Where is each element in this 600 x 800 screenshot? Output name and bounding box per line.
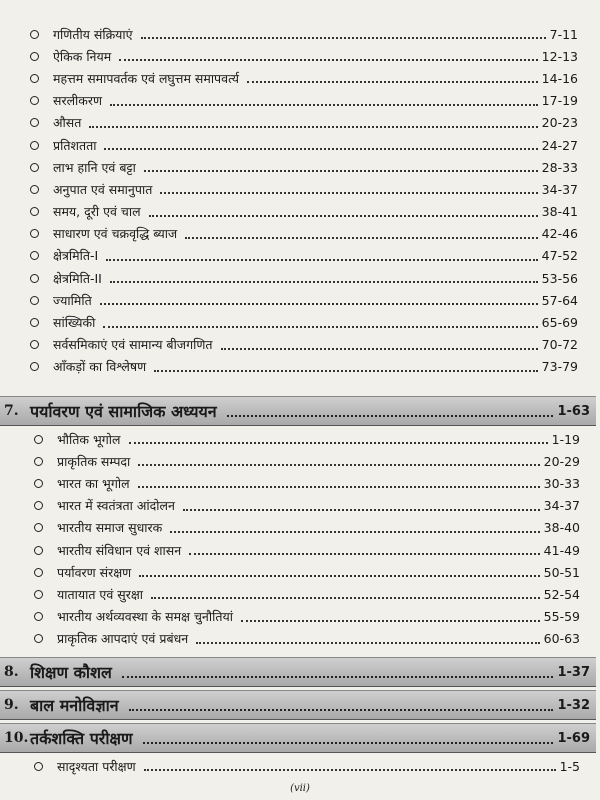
dot-leader [189, 553, 540, 555]
circle-bullet-icon [30, 362, 39, 371]
toc-entry [30, 112, 578, 134]
toc-entry-pages: 1-5 [559, 758, 580, 774]
toc-entry-title: भारतीय संविधान एवं शासन [57, 542, 182, 558]
dot-leader [154, 370, 538, 372]
circle-bullet-icon [30, 141, 39, 150]
section-pages: 1-37 [557, 664, 590, 680]
toc-entry-title: भारत का भूगोल [57, 475, 130, 491]
toc-entry [30, 267, 578, 289]
section-number: 9. [4, 697, 19, 713]
circle-bullet-icon [30, 296, 39, 305]
toc-entry-title: क्षेत्रमिति-II [53, 270, 102, 286]
toc-entry [30, 90, 578, 112]
circle-bullet-icon [30, 30, 39, 39]
toc-entry-title: ऐकिक नियम [53, 48, 112, 64]
toc-entry-pages: 57-64 [541, 292, 578, 308]
toc-entry [34, 517, 580, 539]
dot-leader [104, 148, 537, 150]
toc-entry-title: समय, दूरी एवं चाल [53, 204, 141, 220]
toc-entry [34, 428, 580, 450]
section-7-header [0, 396, 596, 426]
toc-entry [34, 628, 580, 650]
toc-entry-title: अनुपात एवं समानुपात [53, 181, 153, 197]
toc-entry-pages: 17-19 [541, 93, 578, 109]
section-number: 8. [4, 664, 19, 680]
toc-entry-pages: 65-69 [541, 315, 578, 331]
toc-entry [30, 156, 578, 178]
section-title: तर्कशक्ति परीक्षण [30, 729, 133, 748]
toc-entry [30, 67, 578, 89]
toc-entry-pages: 42-46 [541, 226, 578, 242]
dot-leader [185, 237, 537, 239]
dot-leader [89, 126, 537, 128]
section-number: 10. [4, 730, 29, 746]
dot-leader [138, 464, 539, 466]
toc-entry [30, 223, 578, 245]
circle-bullet-icon [30, 52, 39, 61]
toc-entry-title: पर्यावरण संरक्षण [57, 564, 132, 580]
toc-entry-title: सांख्यिकी [53, 315, 96, 331]
toc-entry [30, 178, 578, 200]
toc-entry [34, 495, 580, 517]
toc-entry [30, 289, 578, 311]
circle-bullet-icon [34, 590, 43, 599]
circle-bullet-icon [30, 340, 39, 349]
toc-entry [30, 334, 578, 356]
dot-leader [183, 509, 540, 511]
toc-entry [34, 583, 580, 605]
toc-entry-pages: 14-16 [541, 70, 578, 86]
circle-bullet-icon [34, 457, 43, 466]
dot-leader [103, 326, 537, 328]
toc-entry-pages: 1-19 [551, 431, 580, 447]
dot-leader [139, 575, 539, 577]
circle-bullet-icon [34, 634, 43, 643]
toc-entry [34, 606, 580, 628]
circle-bullet-icon [34, 568, 43, 577]
toc-entry-title: सरलीकरण [53, 93, 103, 109]
circle-bullet-icon [30, 207, 39, 216]
circle-bullet-icon [34, 435, 43, 444]
section-title: बाल मनोविज्ञान [30, 696, 119, 715]
dot-leader [221, 348, 538, 350]
toc-entry-pages: 55-59 [543, 609, 580, 625]
toc-entry-title: ज्यामिति [53, 292, 92, 308]
toc-entry-pages: 30-33 [543, 475, 580, 491]
toc-entry-title: भारतीय समाज सुधारक [57, 520, 163, 536]
circle-bullet-icon [34, 479, 43, 488]
toc-list-environment [0, 428, 600, 650]
toc-entry [34, 472, 580, 494]
dot-leader [144, 170, 538, 172]
toc-entry-title: प्राकृतिक आपदाएं एवं प्रबंधन [57, 631, 189, 647]
section-pages: 1-69 [557, 730, 590, 746]
toc-entry-pages: 60-63 [543, 631, 580, 647]
toc-entry [30, 245, 578, 267]
toc-entry [30, 45, 578, 67]
section-title: शिक्षण कौशल [30, 663, 112, 682]
circle-bullet-icon [34, 546, 43, 555]
toc-list-mathematics [0, 23, 600, 378]
toc-entry-pages: 41-49 [543, 542, 580, 558]
dot-leader [110, 104, 538, 106]
circle-bullet-icon [30, 118, 39, 127]
toc-entry-pages: 12-13 [541, 48, 578, 64]
dot-leader [247, 81, 538, 83]
dot-leader [129, 442, 548, 444]
dot-leader [119, 59, 537, 61]
toc-entry-pages: 52-54 [543, 586, 580, 602]
dot-leader [100, 303, 538, 305]
toc-entry-title: सर्वसमिकाएं एवं सामान्य बीजगणित [53, 337, 213, 353]
toc-entry-title: गणितीय संक्रियाएं [53, 26, 133, 42]
toc-entry-pages: 73-79 [541, 359, 578, 375]
circle-bullet-icon [34, 523, 43, 532]
toc-entry-title: औसत [53, 115, 82, 131]
toc-entry-pages: 28-33 [541, 159, 578, 175]
dot-leader [160, 192, 537, 194]
toc-entry [34, 755, 580, 777]
toc-entry-title: साधारण एवं चक्रवृद्धि ब्याज [53, 226, 178, 242]
dot-leader [106, 259, 538, 261]
toc-entry-title: भारतीय अर्थव्यवस्था के समक्ष चुनौतियां [57, 609, 233, 625]
toc-entry [30, 356, 578, 378]
section-pages: 1-63 [557, 403, 590, 419]
toc-entry-pages: 20-23 [541, 115, 578, 131]
circle-bullet-icon [30, 96, 39, 105]
toc-entry-title: सादृश्यता परीक्षण [57, 758, 136, 774]
toc-entry [34, 450, 580, 472]
toc-entry [34, 561, 580, 583]
toc-entry-title: महत्तम समापवर्तक एवं लघुत्तम समापवर्त्य [53, 70, 239, 86]
toc-entry-pages: 50-51 [543, 564, 580, 580]
dot-leader [122, 676, 554, 678]
dot-leader [141, 37, 546, 39]
circle-bullet-icon [34, 612, 43, 621]
toc-list-reasoning [0, 755, 600, 777]
circle-bullet-icon [30, 74, 39, 83]
toc-entry-pages: 38-41 [541, 204, 578, 220]
dot-leader [241, 620, 540, 622]
circle-bullet-icon [30, 185, 39, 194]
dot-leader [170, 531, 539, 533]
dot-leader [149, 215, 538, 217]
toc-entry-title: भारत में स्वतंत्रता आंदोलन [57, 498, 175, 514]
circle-bullet-icon [34, 762, 43, 771]
section-10-header [0, 723, 596, 753]
toc-entry-pages: 47-52 [541, 248, 578, 264]
toc-entry [34, 539, 580, 561]
section-9-header [0, 690, 596, 720]
toc-entry-title: प्राकृतिक सम्पदा [57, 453, 131, 469]
dot-leader [151, 597, 540, 599]
toc-entry-pages: 34-37 [543, 498, 580, 514]
toc-entry-title: क्षेत्रमिति-I [53, 248, 99, 264]
toc-entry-pages: 34-37 [541, 181, 578, 197]
toc-entry-title: भौतिक भूगोल [57, 431, 121, 447]
toc-entry-title: यातायात एवं सुरक्षा [57, 586, 144, 602]
toc-entry-pages: 20-29 [543, 453, 580, 469]
circle-bullet-icon [30, 274, 39, 283]
page-number: (vii) [290, 783, 310, 794]
toc-entry-title: प्रतिशतता [53, 137, 97, 153]
section-number: 7. [4, 403, 19, 419]
dot-leader [138, 486, 540, 488]
toc-entry-pages: 70-72 [541, 337, 578, 353]
dot-leader [129, 709, 554, 711]
dot-leader [144, 769, 556, 771]
section-title: पर्यावरण एवं सामाजिक अध्ययन [30, 402, 217, 421]
dot-leader [227, 415, 554, 417]
toc-entry [30, 311, 578, 333]
dot-leader [143, 742, 554, 744]
section-8-header [0, 657, 596, 687]
toc-entry [30, 23, 578, 45]
circle-bullet-icon [30, 229, 39, 238]
toc-entry-title: लाभ हानि एवं बट्टा [53, 159, 136, 175]
dot-leader [110, 281, 538, 283]
section-pages: 1-32 [557, 697, 590, 713]
toc-entry-pages: 7-11 [549, 26, 578, 42]
circle-bullet-icon [30, 163, 39, 172]
toc-entry [30, 201, 578, 223]
toc-entry-pages: 53-56 [541, 270, 578, 286]
toc-entry-title: आँकड़ों का विश्लेषण [53, 359, 147, 375]
circle-bullet-icon [30, 318, 39, 327]
toc-entry-pages: 38-40 [543, 520, 580, 536]
circle-bullet-icon [30, 251, 39, 260]
dot-leader [196, 642, 539, 644]
toc-entry-pages: 24-27 [541, 137, 578, 153]
toc-entry [30, 134, 578, 156]
circle-bullet-icon [34, 501, 43, 510]
